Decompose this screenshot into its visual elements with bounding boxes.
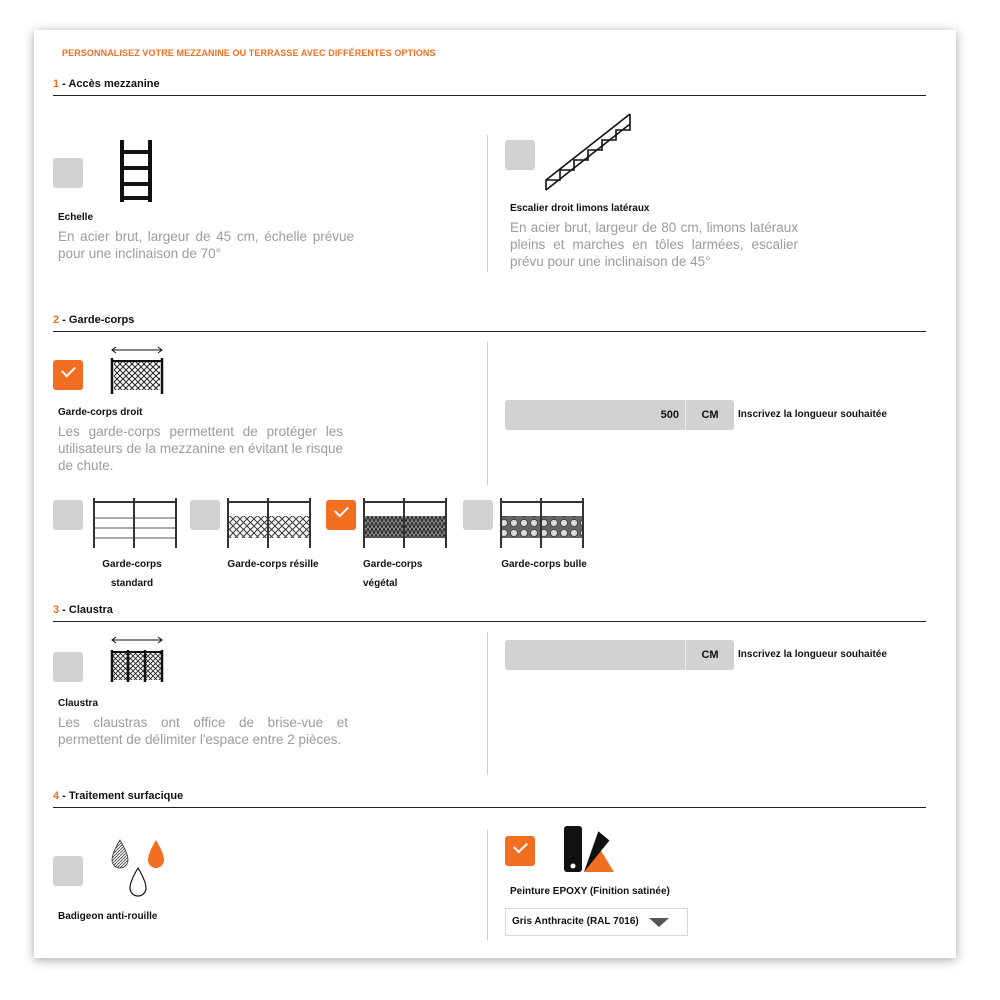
section-title-claustra — [53, 604, 113, 616]
section-label: - Traitement surfacique — [59, 790, 184, 802]
section-label: - Claustra — [59, 604, 113, 616]
section-title-traitement — [53, 790, 183, 802]
escalier-checkbox[interactable] — [505, 140, 535, 170]
echelle-title: Echelle — [58, 212, 94, 223]
options-card — [34, 30, 956, 958]
garde-corps-length-unit: CM — [685, 400, 734, 430]
claustra-title: Claustra — [58, 698, 99, 709]
variant-resille-checkbox[interactable] — [190, 500, 220, 530]
variant-label-line: végétal — [363, 578, 398, 589]
section-number: 3 — [53, 604, 60, 616]
column-divider — [487, 632, 488, 775]
variant-label-line: Garde-corps résille — [227, 559, 319, 570]
drops-icon — [108, 838, 168, 902]
claustra-length-label: Inscrivez la longueur souhaitée — [738, 649, 887, 660]
section-label: - Garde-corps — [59, 314, 135, 326]
variant-vegetal-label — [363, 555, 422, 593]
color-swatch-icon — [562, 824, 618, 874]
railing-mesh-icon — [108, 346, 166, 394]
garde-corps-droit-title: Garde-corps droit — [58, 407, 143, 418]
railing-vegetal-icon — [362, 498, 448, 550]
variant-resille-label — [208, 555, 338, 574]
chevron-down-icon[interactable] — [649, 918, 669, 927]
column-divider — [487, 830, 488, 940]
section-number: 1 — [53, 78, 60, 90]
section-divider — [53, 95, 926, 96]
variant-label-line: Garde-corps — [102, 559, 162, 570]
variant-label-line: Garde-corps bulle — [501, 559, 587, 570]
escalier-title: Escalier droit limons latéraux — [510, 203, 650, 214]
claustra-length-input[interactable] — [505, 640, 685, 670]
echelle-checkbox[interactable] — [53, 158, 83, 188]
variant-bulle-label — [474, 555, 614, 574]
claustra-description: Les claustras ont office de brise-vue et permettent de délimiter l'espace entre 2 pièces. — [58, 715, 348, 747]
color-select-value: Gris Anthracite (RAL 7016) — [512, 916, 639, 927]
claustra-icon — [108, 636, 166, 682]
epoxy-title: Peinture EPOXY (Finition satinée) — [510, 886, 670, 897]
section-title-garde-corps — [53, 314, 134, 326]
garde-corps-length-label: Inscrivez la longueur souhaitée — [738, 409, 887, 420]
epoxy-checkbox[interactable] — [505, 836, 535, 866]
garde-corps-droit-description: Les garde-corps permettent de protéger les utilisateurs de la mezzanine en évitant le risque de chute. — [58, 424, 343, 473]
column-divider — [487, 135, 488, 272]
section-number: 4 — [53, 790, 60, 802]
variant-label-line: standard — [110, 578, 154, 589]
section-divider — [53, 621, 926, 622]
staircase-icon — [540, 110, 634, 194]
echelle-description: En acier brut, largeur de 45 cm, échelle prévue pour une inclinaison de 70° — [58, 229, 354, 261]
section-divider — [53, 331, 926, 332]
badigeon-title: Badigeon anti-rouille — [58, 911, 158, 922]
garde-corps-droit-checkbox[interactable] — [53, 360, 83, 390]
badigeon-checkbox[interactable] — [53, 856, 83, 886]
section-label: - Accès mezzanine — [59, 78, 160, 90]
claustra-length-unit: CM — [685, 640, 734, 670]
garde-corps-length-input[interactable]: 500 — [505, 400, 685, 430]
ladder-icon — [118, 140, 154, 202]
railing-bubble-icon — [499, 498, 585, 550]
railing-standard-icon — [92, 498, 178, 550]
column-divider — [487, 342, 488, 485]
claustra-checkbox[interactable] — [53, 652, 83, 682]
escalier-description: En acier brut, largeur de 80 cm, limons latéraux pleins et marches en tôles larmées, escalier prévu pour une inclinaison de 45° — [510, 220, 798, 269]
railing-mesh-variant-icon — [226, 498, 312, 550]
section-title-acces — [53, 78, 160, 90]
section-divider — [53, 807, 926, 808]
variant-label-line: Garde-corps — [363, 559, 423, 570]
color-select[interactable] — [505, 908, 688, 936]
variant-standard-checkbox[interactable] — [53, 500, 83, 530]
section-number: 2 — [53, 314, 60, 326]
variant-bulle-checkbox[interactable] — [463, 500, 493, 530]
page-header: PERSONNALISEZ VOTRE MEZZANINE OU TERRASSE AVEC DIFFÉRENTES OPTIONS — [62, 48, 436, 58]
variant-vegetal-checkbox[interactable] — [326, 500, 356, 530]
variant-standard-label — [62, 555, 202, 593]
